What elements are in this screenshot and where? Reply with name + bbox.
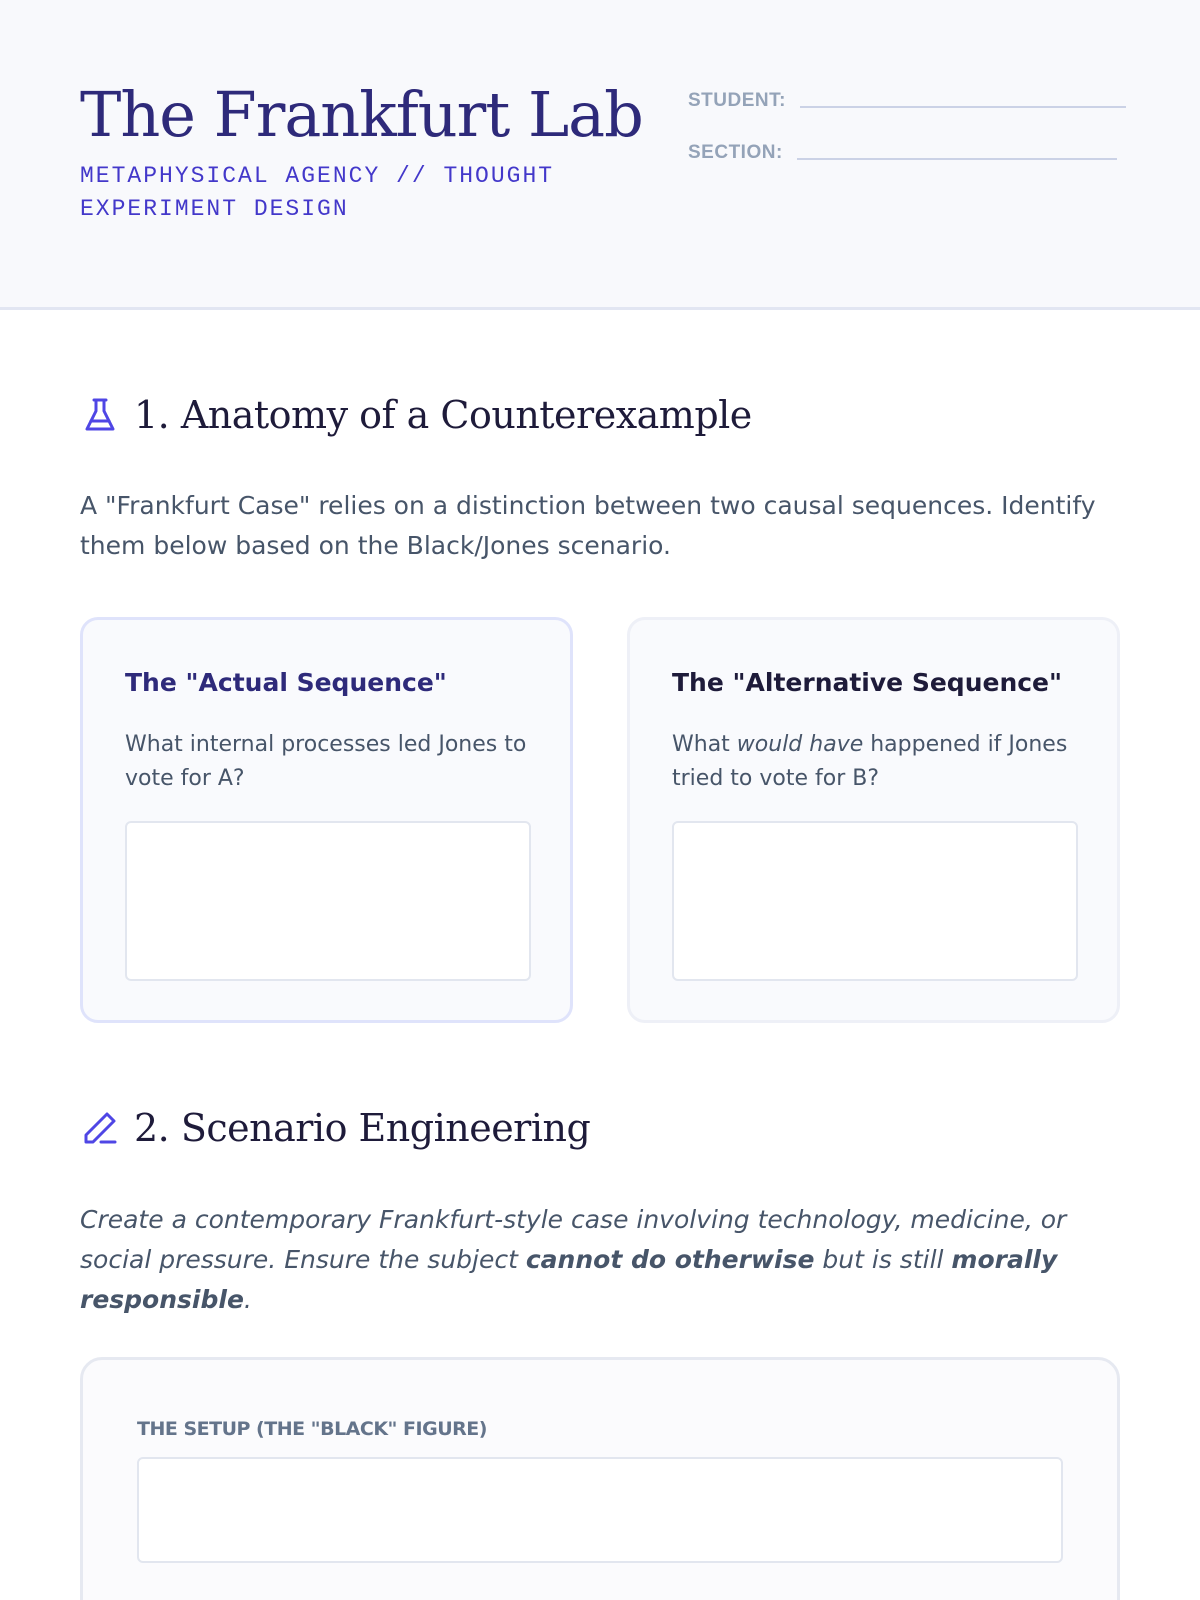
section-2-title: 2. Scenario Engineering (134, 1106, 591, 1150)
student-field (688, 90, 1126, 112)
alternative-sequence-card (627, 617, 1120, 1023)
alternative-sequence-answer[interactable] (672, 821, 1078, 981)
actual-sequence-card (80, 617, 573, 1023)
section-1-title: 1. Anatomy of a Counterexample (134, 393, 752, 437)
worksheet-header (0, 0, 1200, 310)
setup-input[interactable] (137, 1457, 1063, 1563)
setup-label: THE SETUP (THE "BLACK" FIGURE) (137, 1418, 487, 1440)
question-text-end: happened if Jones tried to vote for B? (672, 732, 1068, 791)
section-label: SECTION: (688, 142, 783, 163)
section-1-intro: A "Frankfurt Case" relies on a distinction between two causal sequences. Identify them below based on the Black/Jones scenario. (80, 491, 1096, 560)
question-emphasis: would have (736, 732, 864, 757)
section-input-line[interactable] (797, 158, 1117, 160)
card-question (672, 728, 1082, 796)
page-title: The Frankfurt Lab (80, 78, 643, 151)
intro-text: Create a contemporary Frankfurt-style case involving technology, medicine, or social pressure. Ensure the subject (80, 1205, 1067, 1274)
card-title: The "Alternative Sequence" (672, 668, 1063, 697)
intro-emphasis: cannot do otherwise (525, 1245, 815, 1274)
student-label: STUDENT: (688, 90, 786, 111)
page-subtitle: METAPHYSICAL AGENCY // THOUGHT EXPERIMENT DESIGN (80, 163, 555, 222)
pen-icon (80, 1108, 120, 1148)
card-title: The "Actual Sequence" (125, 668, 447, 697)
section-2-heading (80, 1106, 590, 1150)
section-1-heading (80, 393, 752, 437)
question-text-start: What (672, 732, 737, 757)
flask-icon (80, 395, 120, 435)
scenario-card (80, 1357, 1120, 1600)
section-field (688, 142, 1117, 164)
intro-text: but is still (814, 1245, 952, 1274)
intro-text: . (243, 1285, 252, 1314)
actual-sequence-answer[interactable] (125, 821, 531, 981)
student-input-line[interactable] (800, 106, 1126, 108)
card-question: What internal processes led Jones to vote for A? (125, 732, 527, 791)
intro-emphasis: morally responsible (80, 1245, 1058, 1314)
section-2-intro (80, 1200, 1120, 1320)
